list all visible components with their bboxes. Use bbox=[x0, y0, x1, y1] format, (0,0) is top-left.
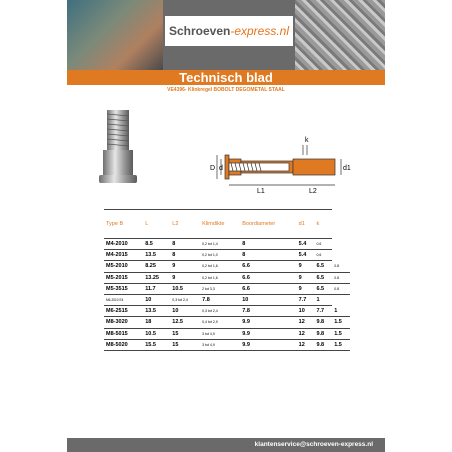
cell-type: M6-2010 E4 bbox=[104, 294, 143, 305]
cell-l: 8.5 bbox=[143, 239, 170, 250]
cell-d1-value: 6.5 bbox=[314, 283, 332, 294]
col-k: k bbox=[314, 210, 332, 239]
cell-d1-value: 6.5 bbox=[314, 261, 332, 272]
cell-boordiameter: 8 bbox=[240, 239, 296, 250]
cell-klimdikte: 0,2 tot 1,6 bbox=[200, 261, 240, 272]
col-type: Type B bbox=[104, 210, 143, 239]
product-subtitle: VE4396- Klinkregel BOBOLT DEGOMETAL STAAL bbox=[167, 87, 285, 93]
cell-d1-value: 9.8 bbox=[314, 317, 332, 328]
cell-d1: 10 bbox=[240, 294, 296, 305]
footer-email: klantenservice@schroeven-express.nl bbox=[67, 438, 385, 452]
cell-l: 10.5 bbox=[143, 328, 170, 339]
cell-klimdikte: 0,4 tot 2,9 bbox=[200, 317, 240, 328]
cell-type: M8-5015 bbox=[104, 328, 143, 339]
cell-d1-value: 7.7 bbox=[297, 294, 315, 305]
logo-sub: -express.nl bbox=[230, 24, 290, 38]
cell-type: M5-2010 bbox=[104, 261, 143, 272]
cell-l2: 15 bbox=[170, 328, 200, 339]
cell-k: 1.5 bbox=[332, 328, 350, 339]
cell-l: 10 bbox=[143, 294, 170, 305]
cell-d1: 5.4 bbox=[297, 239, 315, 250]
col-l: L bbox=[143, 210, 170, 239]
cell-boordiameter: 7.8 bbox=[200, 294, 240, 305]
cell-d1: 12 bbox=[297, 328, 315, 339]
label-k: k bbox=[305, 137, 309, 144]
label-d: d bbox=[219, 165, 223, 172]
table-row bbox=[104, 272, 350, 283]
screws-photo bbox=[295, 0, 385, 70]
cell-d1-value: 9.8 bbox=[314, 339, 332, 350]
cell-k: 1 bbox=[314, 294, 332, 305]
cell-boordiameter: 8 bbox=[240, 250, 296, 261]
cell-d1-value: 6.5 bbox=[314, 272, 332, 283]
cell-boordiameter: 6.6 bbox=[240, 272, 296, 283]
cell-d1: 5.4 bbox=[297, 250, 315, 261]
col-boordiameter: Boordiameter bbox=[240, 210, 296, 239]
table-row bbox=[104, 294, 350, 305]
datasheet-page bbox=[67, 0, 385, 452]
cell-klimdikte: 3 tot 4,9 bbox=[200, 339, 240, 350]
cell-boordiameter: 7.8 bbox=[240, 306, 296, 317]
cell-k: 0.8 bbox=[332, 261, 350, 272]
cell-k: 0.6 bbox=[314, 239, 332, 250]
cell-k: 1.5 bbox=[332, 317, 350, 328]
col-klimdikte: Klimdikte bbox=[200, 210, 240, 239]
cell-k: 0.8 bbox=[332, 272, 350, 283]
cell-type: M6-2515 bbox=[104, 306, 143, 317]
table-row bbox=[104, 239, 350, 250]
cell-d1: 10 bbox=[297, 306, 315, 317]
cell-type: M8-3020 bbox=[104, 317, 143, 328]
table-row bbox=[104, 328, 350, 339]
logo-main: Schroeven bbox=[168, 24, 231, 38]
cell-k: 1.5 bbox=[332, 339, 350, 350]
cell-l2: 10.5 bbox=[170, 283, 200, 294]
table-header-row bbox=[104, 210, 350, 239]
cell-type: M5-2015 bbox=[104, 272, 143, 283]
header-banner bbox=[67, 0, 385, 70]
cell-d1-value: 9.8 bbox=[314, 328, 332, 339]
cell-klimdikte: 0,3 tot 2,4 bbox=[170, 294, 200, 305]
col-l2: L2 bbox=[170, 210, 200, 239]
cell-klimdikte: 0,3 tot 2,4 bbox=[200, 306, 240, 317]
cell-l2: 8 bbox=[170, 250, 200, 261]
table-row bbox=[104, 261, 350, 272]
cell-type: M4-2015 bbox=[104, 250, 143, 261]
table-row bbox=[104, 283, 350, 294]
table-row bbox=[104, 339, 350, 350]
cell-klimdikte: 0,2 tot 1,6 bbox=[200, 272, 240, 283]
cell-l2: 15 bbox=[170, 339, 200, 350]
cell-k: 1 bbox=[332, 306, 350, 317]
cell-boordiameter: 6.6 bbox=[240, 283, 296, 294]
rivet-nut-image bbox=[99, 110, 137, 183]
cell-l: 11.7 bbox=[143, 283, 170, 294]
cell-type: M8-5020 bbox=[104, 339, 143, 350]
cell-boordiameter: 9.9 bbox=[240, 339, 296, 350]
label-D: D bbox=[210, 165, 216, 172]
cell-d1-value: 7.7 bbox=[314, 306, 332, 317]
cell-klimdikte: 0,2 tot 1,0 bbox=[200, 250, 240, 261]
label-d1: d1 bbox=[343, 165, 351, 172]
cell-l2: 12.5 bbox=[170, 317, 200, 328]
label-L2: L2 bbox=[309, 188, 317, 195]
cell-l2: 10 bbox=[170, 306, 200, 317]
cell-boordiameter: 9.9 bbox=[240, 317, 296, 328]
table-row bbox=[104, 317, 350, 328]
cell-l: 13.5 bbox=[143, 250, 170, 261]
col-d1: d1 bbox=[297, 210, 315, 239]
technical-drawing bbox=[97, 105, 357, 200]
cell-l2: 9 bbox=[170, 261, 200, 272]
tools-photo bbox=[67, 0, 163, 70]
cell-d1: 9 bbox=[297, 261, 315, 272]
cell-klimdikte: 0,2 tot 1,4 bbox=[200, 239, 240, 250]
cell-l: 13.25 bbox=[143, 272, 170, 283]
cell-d1: 12 bbox=[297, 317, 315, 328]
cell-l: 15.5 bbox=[143, 339, 170, 350]
cell-k: 0.6 bbox=[314, 250, 332, 261]
cell-l: 13.5 bbox=[143, 306, 170, 317]
logo bbox=[165, 16, 293, 46]
cell-d1: 9 bbox=[297, 283, 315, 294]
cell-k: 0.8 bbox=[332, 283, 350, 294]
spec-table bbox=[104, 209, 350, 351]
cell-l: 18 bbox=[143, 317, 170, 328]
cell-klimdikte: 2 tot 3,3 bbox=[200, 283, 240, 294]
cell-type: M4-2010 bbox=[104, 239, 143, 250]
cell-klimdikte: 3 tot 4,9 bbox=[200, 328, 240, 339]
cross-section bbox=[217, 145, 341, 185]
page-title: Technisch blad bbox=[67, 70, 385, 85]
cell-d1: 12 bbox=[297, 339, 315, 350]
cell-l2: 8 bbox=[170, 239, 200, 250]
cell-d1: 9 bbox=[297, 272, 315, 283]
cell-boordiameter: 6.6 bbox=[240, 261, 296, 272]
table-row bbox=[104, 306, 350, 317]
label-L1: L1 bbox=[257, 188, 265, 195]
cell-type: M5-3515 bbox=[104, 283, 143, 294]
cell-l2: 9 bbox=[170, 272, 200, 283]
table-row bbox=[104, 250, 350, 261]
cell-boordiameter: 9.9 bbox=[240, 328, 296, 339]
cell-l: 8.25 bbox=[143, 261, 170, 272]
